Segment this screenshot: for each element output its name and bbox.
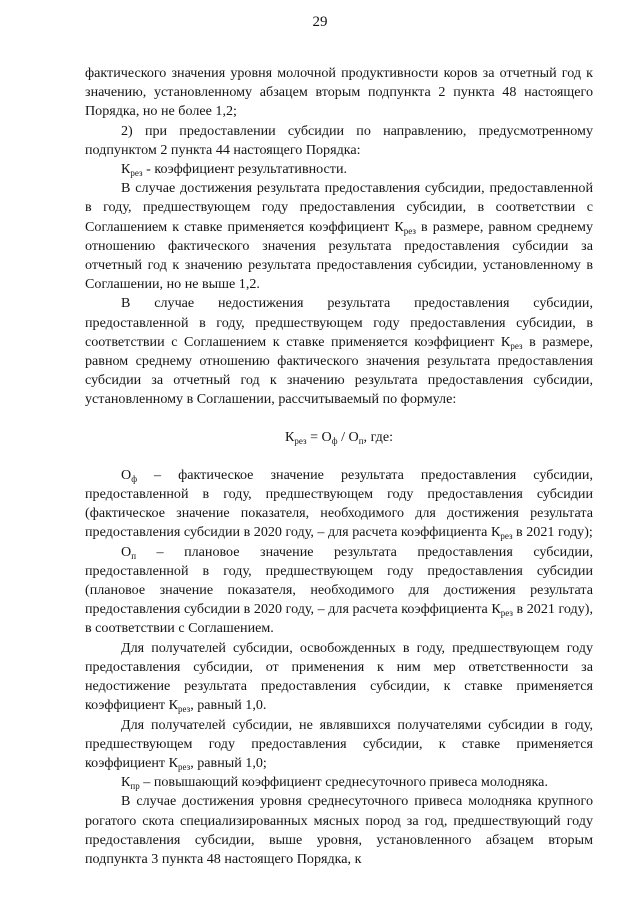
paragraph-1: фактического значения уровня молочной продуктивности коров за отчетный год к значению, установленному абзацем вторым подпункта 2 пункта 48 настоящего Порядка, но не более 1,2; bbox=[85, 65, 593, 120]
page-number: 29 bbox=[312, 14, 328, 30]
paragraph-text: Для получателей субсидии, не являвшихся получателями субсидии в году, предшествующем году предоставления субсидии, к ставке применяется коэффициент К bbox=[85, 716, 593, 771]
paragraph-10 bbox=[85, 773, 593, 792]
paragraph-4 bbox=[85, 179, 593, 294]
paragraph-text: В случае недостижения результата предоставления субсидии, предоставленной в году, предшествующем году предоставления субсидии, в соответствии с Соглашением к ставке применяется коэффициент К bbox=[85, 295, 593, 350]
paragraph-text: – повышающий коэффициент среднесуточного привеса молодняка. bbox=[139, 774, 548, 791]
formula-coef: К bbox=[284, 428, 295, 445]
coef-subscript: рез bbox=[130, 168, 143, 179]
paragraph-text: – плановое значение результата предоставления субсидии, предоставленной в году, предшествующем году предоставления субсидии (плановое значение показателя, необходимого для достижения результата предоставления субсидии в 2020 году, – для расчета коэффициента К bbox=[85, 543, 593, 618]
paragraph-text: в размере, равном среднему отношению фактического значения результата предоставления субсидии за отчетный год к значению результата предоставления субсидии, установленному в Соглашении, рассчитываемый по формуле: bbox=[85, 333, 593, 408]
paragraph-9 bbox=[85, 716, 593, 774]
paragraph-text: Для получателей субсидии, освобожденных в году, предшествующем году предоставления субсидии, от применения к ним мер ответственности за недостижение результата предоставления субсидии, к ставке применяется коэффициент К bbox=[85, 639, 593, 714]
formula-plan-subscript: п bbox=[358, 435, 364, 446]
coef-subscript: рез bbox=[510, 340, 523, 351]
paragraph-text: , равный 1,0; bbox=[190, 754, 267, 771]
formula-tail: , где: bbox=[363, 428, 394, 445]
paragraph-3 bbox=[85, 160, 593, 179]
paragraph-text: В случае достижения результата предоставления субсидии, предоставленной в году, предшествующем году предоставления субсидии, в соответствии с Соглашением к ставке применяется коэффициент К bbox=[85, 180, 593, 235]
coef-subscript: пр bbox=[130, 781, 140, 792]
paragraph-7 bbox=[85, 543, 593, 639]
var-subscript: п bbox=[131, 550, 137, 561]
paragraph-5 bbox=[85, 294, 593, 409]
paragraph-text: в 2021 году); bbox=[512, 524, 593, 541]
formula-divide: / О bbox=[337, 428, 359, 445]
coef-symbol: К bbox=[121, 774, 131, 791]
coef-subscript: рез bbox=[178, 761, 191, 772]
paragraph-11: В случае достижения уровня среднесуточного привеса молодняка крупного рогатого скота специализированных мясных пород за год, предшествующий году предоставления субсидии, выше уровня, установленного абзацем вторым подпункта 3 пункта 48 настоящего Порядка, к bbox=[85, 793, 593, 867]
formula-fact-subscript: ф bbox=[331, 435, 338, 446]
paragraph-8 bbox=[85, 639, 593, 716]
coef-subscript: рез bbox=[178, 704, 191, 715]
formula bbox=[85, 428, 593, 447]
paragraph-text: - коэффициент результативности. bbox=[142, 161, 348, 178]
paragraph-text: , равный 1,0. bbox=[190, 697, 267, 714]
formula-equals: = О bbox=[306, 428, 332, 445]
paragraph-text: в размере, равном среднему отношению фактического значения результата предоставления субсидии за отчетный год к значению результата предоставления субсидии, установленному в Соглашении, но не выше 1,2. bbox=[85, 218, 593, 293]
coef-subscript: рез bbox=[500, 531, 513, 542]
coef-subscript: рез bbox=[403, 225, 416, 236]
paragraph-text: в 2021 году), в соответствии с Соглашением. bbox=[85, 601, 593, 637]
formula-coef-subscript: рез bbox=[294, 435, 307, 446]
var-symbol: О bbox=[121, 466, 132, 483]
paragraph-2: 2) при предоставлении субсидии по направлению, предусмотренному подпунктом 2 пункта 44 настоящего Порядка: bbox=[85, 122, 593, 158]
var-subscript: ф bbox=[131, 473, 138, 484]
var-symbol: О bbox=[121, 543, 132, 560]
paragraph-text: – фактическое значение результата предоставления субсидии, предоставленной в году, предшествующем году предоставления субсидии (фактическое значение показателя, необходимого для достижения результата предоставления субсидии в 2020 году, – для расчета коэффициента К bbox=[85, 466, 593, 541]
paragraph-6 bbox=[85, 466, 593, 543]
document-body bbox=[85, 64, 593, 869]
coef-symbol: К bbox=[121, 161, 131, 178]
coef-subscript: рез bbox=[500, 608, 513, 619]
